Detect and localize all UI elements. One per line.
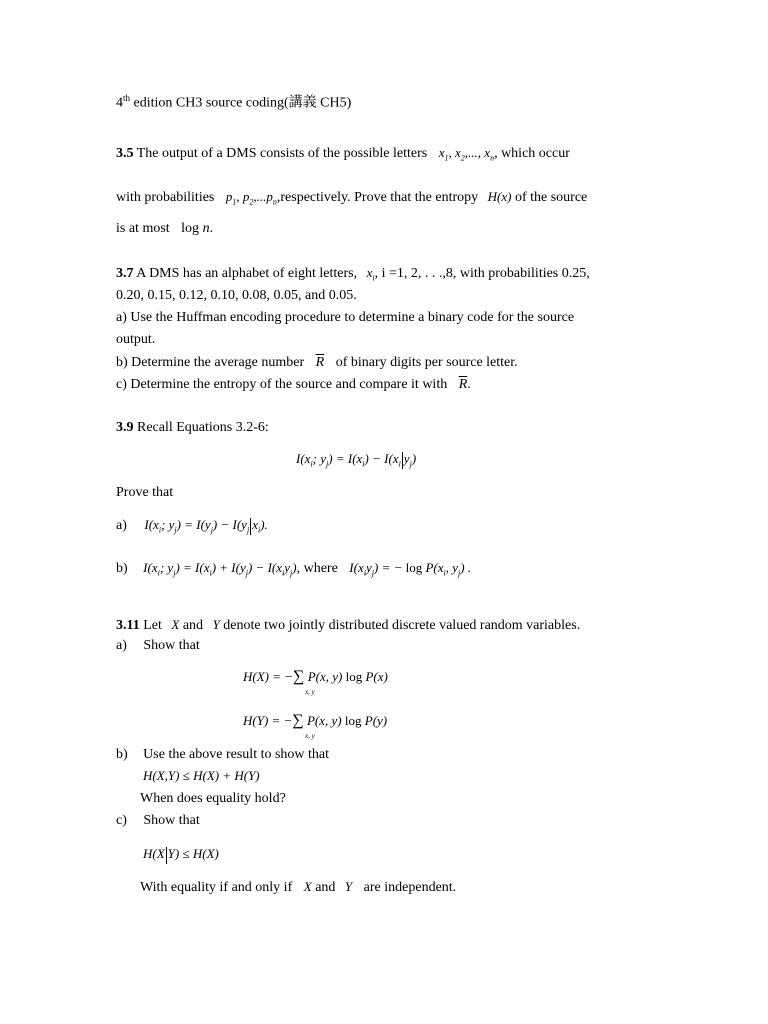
text: , where	[296, 561, 338, 576]
text: and	[315, 880, 336, 895]
equation-HY: H(Y) = −∑ P(x, y) log P(y)	[243, 712, 388, 729]
text: a)	[116, 518, 127, 533]
text: ,respectively. Prove that the entropy	[276, 190, 479, 205]
text: .	[467, 377, 471, 392]
text: Show that	[143, 813, 200, 828]
text: c) Determine the entropy of the source and compare it with	[116, 377, 448, 392]
equation-HX: H(X) = −∑ P(x, y) log P(x)	[243, 668, 388, 685]
independence-condition	[140, 878, 456, 897]
sum-subscript: x, y	[305, 688, 315, 696]
edition-superscript: th	[123, 93, 131, 103]
text: The output of a DMS consists of the possible letters	[133, 146, 428, 161]
text: with probabilities	[116, 190, 215, 205]
text: Y	[212, 617, 220, 632]
equality-question: When does equality hold?	[140, 791, 286, 806]
text: and	[182, 618, 204, 633]
equation-joint-entropy: H(X,Y) ≤ H(X) + H(Y)	[143, 768, 260, 783]
problem-3-7-part-b	[116, 354, 518, 372]
problem-3-11-part-c	[116, 812, 200, 830]
text: b) Determine the average number	[116, 355, 305, 370]
problem-3-9-part-b	[116, 559, 471, 583]
edition-text: edition CH3 source coding(講義 CH5)	[130, 95, 352, 111]
math-probabilities: $p_1$, $p_2,...p_n$	[225, 189, 277, 207]
math-log-n: log n	[181, 221, 210, 236]
prove-that: Prove that	[116, 485, 174, 500]
text: are independent.	[363, 880, 457, 895]
problem-3-7-part-c	[116, 376, 471, 394]
problem-number: 3.7	[116, 266, 134, 281]
text: , which occur	[494, 146, 570, 161]
problem-3-9-line1	[116, 419, 269, 437]
problem-3-7-part-a-cont: output.	[116, 332, 156, 347]
text: , i =1, 2, . . .,8, with probabilities 0.25,	[374, 266, 590, 281]
text: denote two jointly distributed discrete valued random variables.	[223, 618, 581, 633]
edition-number: 4	[116, 95, 123, 111]
math-rbar: $\overline{R}$	[315, 355, 325, 370]
text: is at most	[116, 221, 170, 236]
text: a)	[116, 638, 127, 653]
text: Let	[139, 618, 162, 633]
text: c)	[116, 813, 127, 828]
text: With equality if and only if	[140, 880, 293, 895]
text: b)	[116, 561, 128, 576]
text: X	[303, 879, 312, 894]
problem-number: 3.11	[116, 618, 140, 633]
problem-3-9-part-a	[116, 516, 268, 540]
chapter-header	[116, 89, 351, 113]
problem-3-11-part-a	[116, 637, 200, 655]
text: Recall Equations 3.2-6:	[133, 420, 269, 435]
equation-conditional-entropy: H(X Y) ≤ H(X)	[143, 845, 219, 864]
problem-number: 3.9	[116, 420, 134, 435]
problem-3-7-part-a: a) Use the Huffman encoding procedure to determine a binary code for the source	[116, 310, 575, 325]
equation-b: $I(x_i$; $y_j) = I(x_i) + I(y_j) - I(x_iy_j)$	[143, 560, 297, 578]
text: of binary digits per source letter.	[335, 355, 518, 370]
problem-3-5-line1	[116, 144, 570, 168]
problem-3-11-line1	[116, 616, 580, 635]
problem-3-5-line3	[116, 220, 213, 238]
problem-3-7-line2: 0.20, 0.15, 0.12, 0.10, 0.08, 0.05, and 0.05.	[116, 288, 357, 303]
text: Show that	[143, 638, 200, 653]
math-rbar: $\overline{R}$	[458, 377, 468, 392]
problem-3-11-part-b	[116, 746, 329, 764]
problem-3-5-line2	[116, 188, 587, 212]
text: .	[209, 221, 214, 236]
sum-subscript: x, y	[305, 732, 315, 740]
text: Y	[344, 879, 353, 894]
math-letters: $x_1$, $x_2$,..., $x_n$	[438, 145, 495, 163]
problem-3-7-line1	[116, 264, 590, 288]
math-entropy: H(x)	[487, 189, 512, 204]
text: b)	[116, 747, 128, 762]
equation-mutual-info: $I(x_i$; $y_j) = I(x_i) - I(x_i$ $y_j$)	[296, 451, 417, 469]
equation-b2: $I(x_iy_j)$ = − $\log P(x_i$, $y_j$) .	[349, 560, 472, 578]
text: Use the above result to show that	[143, 747, 330, 762]
text: X	[171, 617, 180, 632]
math-xi: $x_i$	[366, 265, 375, 283]
equation-a: $I(x_i$; $y_j) = I(y_j) - I(y_j$ $x_i$).	[144, 517, 268, 535]
text: A DMS has an alphabet of eight letters,	[133, 266, 358, 281]
text: of the source	[514, 190, 588, 205]
problem-number: 3.5	[116, 146, 134, 161]
